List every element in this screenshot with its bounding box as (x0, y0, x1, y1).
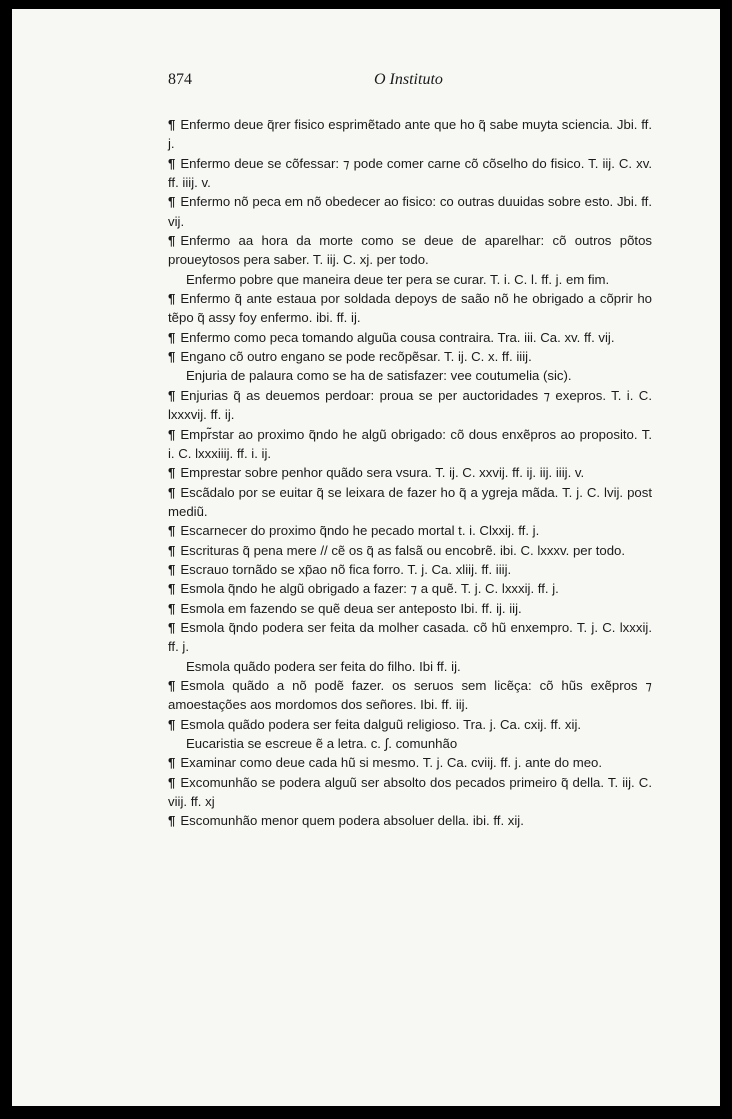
index-entry (168, 560, 652, 579)
pilcrow-mark: ¶ (168, 716, 176, 732)
index-entry (168, 270, 652, 289)
entry-text: Esmola quãdo podera ser feita do filho. Ibi ff. ij. (186, 658, 461, 674)
index-entry (168, 366, 652, 385)
index-entry (168, 541, 652, 560)
index-entry (168, 328, 652, 347)
running-title: O Instituto (374, 71, 443, 88)
index-entry (168, 579, 652, 598)
index-entry (168, 289, 652, 328)
pilcrow-mark: ¶ (168, 291, 176, 307)
pilcrow-mark: ¶ (168, 677, 176, 693)
pilcrow-mark: ¶ (168, 155, 176, 171)
pilcrow-mark: ¶ (168, 194, 176, 210)
pilcrow-mark: ¶ (168, 561, 176, 577)
entry-text: Enfermo aa hora da morte como se deue de aparelhar: cõ outros põtos proueytosos pera saber. T. iij. C. xj. per todo. (168, 233, 652, 268)
index-entry (168, 347, 652, 366)
index-entry (168, 811, 652, 830)
entry-text: Enfermo nõ peca em nõ obedecer ao fisico: co outras duuidas sobre esto. Jbi. ff. vij. (168, 194, 652, 229)
pilcrow-mark: ¶ (168, 755, 176, 771)
book-page (12, 9, 720, 1106)
index-entry (168, 599, 652, 618)
index-entry (168, 676, 652, 715)
index-entry (168, 386, 652, 425)
pilcrow-mark: ¶ (168, 813, 176, 829)
entry-text: Empr̃star ao proximo q̃ndo he algũ obrigado: cõ dous enxẽpros ao proposito. T. i. C. lxxxiiij. ff. i. ij. (168, 426, 652, 461)
index-entry (168, 463, 652, 482)
index-entry (168, 192, 652, 231)
entry-text: Esmola quãdo podera ser feita dalguũ religioso. Tra. j. Ca. cxij. ff. xij. (180, 716, 582, 732)
index-entry (168, 618, 652, 657)
entry-text: Escãdalo por se euitar q̃ se leixara de fazer ho q̃ a ygreja mãda. T. j. C. lvij. post mediũ. (168, 484, 652, 519)
pilcrow-mark: ¶ (168, 774, 176, 790)
index-entry (168, 773, 652, 812)
pilcrow-mark: ¶ (168, 581, 176, 597)
pilcrow-mark: ¶ (168, 329, 176, 345)
index-entry (168, 715, 652, 734)
entry-text: Emprestar sobre penhor quãdo sera vsura. T. ij. C. xxvij. ff. ij. iij. iiij. v. (180, 465, 585, 481)
entry-text: Eucaristia se escreue ẽ a letra. c. ∫. comunhão (186, 736, 458, 751)
entry-text: Esmola quãdo a nõ podẽ fazer. os seruos sem licẽça: cõ hũs exẽpros ⁊ amoestações aos mordomos dos señores. Ibi. ff. iij. (168, 677, 652, 713)
entry-text: Enfermo q̃ ante estaua por soldada depoys de saão nõ he obrigado a cõprir ho tẽpo q̃ assy foy enfermo. ibi. ff. ij. (168, 291, 652, 326)
entry-text: Enfermo deue se cõfessar: ⁊ pode comer carne cõ cõselho do fisico. T. iij. C. xv. ff. iiij. v. (168, 155, 652, 191)
index-entry (168, 154, 652, 193)
entry-text: Escrituras q̃ pena mere // cẽ os q̃ as falsã ou encobrẽ. ibi. C. lxxxv. per todo. (180, 542, 626, 558)
entry-text: Escarnecer do proximo q̃ndo he pecado mortal t. i. Clxxij. ff. j. (180, 523, 540, 539)
index-entry (168, 734, 652, 753)
pilcrow-mark: ¶ (168, 117, 176, 132)
page-header (168, 71, 652, 93)
entry-text: Excomunhão se podera alguũ ser absolto dos pecados primeiro q̃ della. T. iij. C. viij. ff. xj (168, 774, 652, 810)
pilcrow-mark: ¶ (168, 465, 176, 481)
index-entries (168, 115, 652, 831)
index-entry (168, 115, 652, 154)
pilcrow-mark: ¶ (168, 523, 176, 539)
index-entry (168, 521, 652, 540)
entry-text: Examinar como deue cada hũ si mesmo. T. j. Ca. cviij. ff. j. ante do meo. (180, 755, 603, 771)
entry-text: Esmola q̃ndo he algũ obrigado a fazer: ⁊ a quẽ. T. j. C. lxxxij. ff. j. (180, 581, 559, 597)
pilcrow-mark: ¶ (168, 619, 176, 635)
pilcrow-mark: ¶ (168, 426, 176, 442)
entry-text: Enfermo pobre que maneira deue ter pera se curar. T. i. C. l. ff. j. em fim. (186, 271, 610, 287)
index-entry (168, 483, 652, 522)
pilcrow-mark: ¶ (168, 349, 176, 365)
entry-text: Esmola em fazendo se quẽ deua ser anteposto Ibi. ff. ij. iij. (180, 600, 522, 616)
pilcrow-mark: ¶ (168, 542, 176, 558)
pilcrow-mark: ¶ (168, 233, 176, 249)
pilcrow-mark: ¶ (168, 387, 176, 403)
entry-text: Enfermo como peca tomando alguũa cousa contraira. Tra. iii. Ca. xv. ff. vij. (180, 329, 615, 345)
entry-text: Escrauo tornãdo se xp̃ao nõ fica forro. T. j. Ca. xliij. ff. iiij. (180, 561, 512, 577)
entry-text: Engano cõ outro engano se pode recõpẽsar. T. ij. C. x. ff. iiij. (180, 349, 532, 365)
pilcrow-mark: ¶ (168, 600, 176, 616)
entry-text: Enjurias q̃ as deuemos perdoar: proua se per auctoridades ⁊ exepros. T. i. C. lxxxvij. ff. ij. (168, 387, 652, 423)
index-entry (168, 425, 652, 464)
pilcrow-mark: ¶ (168, 484, 176, 500)
index-entry (168, 753, 652, 772)
index-entry (168, 231, 652, 270)
entry-text: Escomunhão menor quem podera absoluer della. ibi. ff. xij. (180, 813, 524, 829)
page-number: 874 (168, 71, 192, 88)
index-entry (168, 657, 652, 676)
entry-text: Enfermo deue q̃rer fisico esprimẽtado ante que ho q̃ sabe muyta sciencia. Jbi. ff. j. (168, 117, 652, 152)
entry-text: Enjuria de palaura como se ha de satisfazer: vee coutumelia (sic). (186, 368, 572, 384)
entry-text: Esmola q̃ndo podera ser feita da molher casada. cõ hũ enxempro. T. j. C. lxxxij. ff. j. (168, 619, 652, 655)
